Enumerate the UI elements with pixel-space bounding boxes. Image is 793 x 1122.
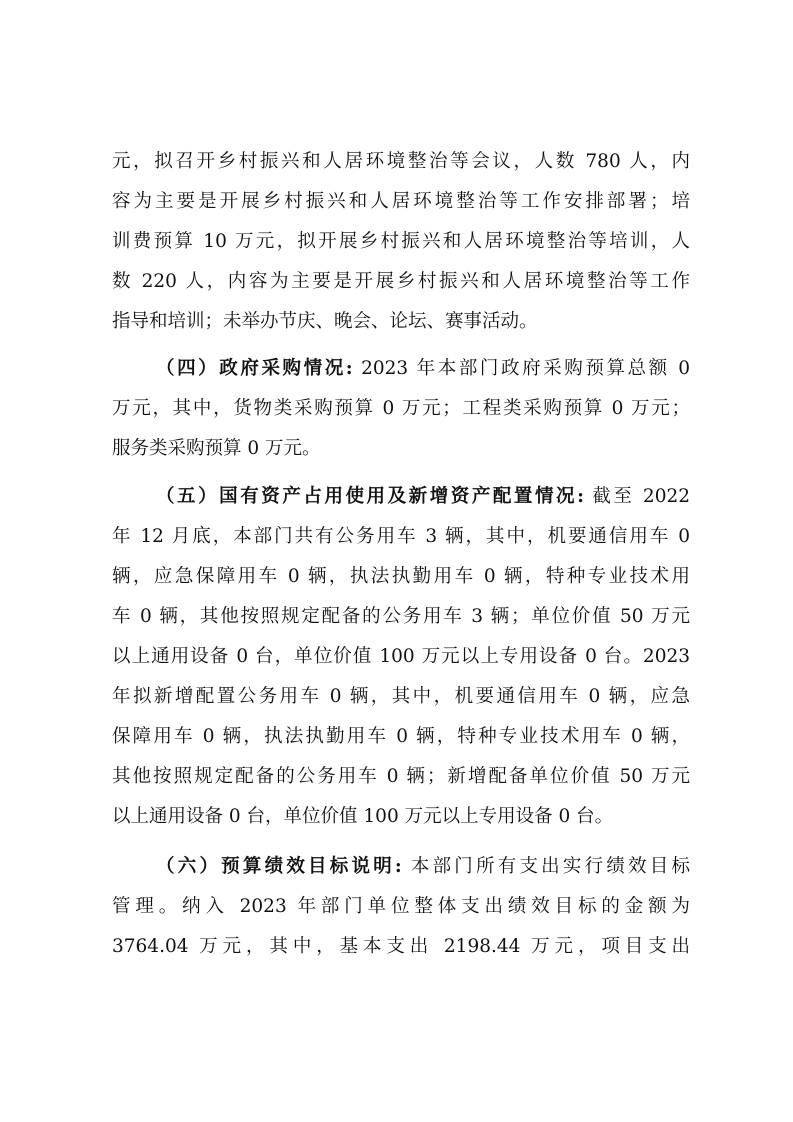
text-line: 其他按照规定配备的公务用车 0 辆；新增配备单位价值 50 万元 <box>112 766 690 787</box>
text-line: 辆，应急保障用车 0 辆，执法执勤用车 0 辆，特种专业技术用 <box>112 566 690 587</box>
section-heading-performance: （六）预算绩效目标说明: <box>156 856 402 877</box>
text-line: 以上通用设备 0 台，单位价值 100 万元以上专用设备 0 台。 <box>112 806 614 827</box>
section-heading-procurement: （四）政府采购情况: <box>156 358 353 379</box>
text-line: 训费预算 10 万元，拟开展乡村振兴和人居环境整治等培训，人 <box>112 231 690 252</box>
text-line: 年拟新增配置公务用车 0 辆，其中，机要通信用车 0 辆，应急 <box>112 686 690 707</box>
text-line: 保障用车 0 辆，执法执勤用车 0 辆，特种专业技术用车 0 辆， <box>112 726 690 747</box>
paragraph-state-assets <box>112 477 690 837</box>
paragraph-performance-targets <box>112 847 690 967</box>
text-segment: 本部门所有支出实行绩效目标 <box>401 856 690 877</box>
text-line: 车 0 辆，其他按照规定配备的公务用车 3 辆；单位价值 50 万元 <box>112 606 690 627</box>
paragraph-government-procurement <box>112 349 690 469</box>
section-heading-assets: （五）国有资产占用使用及新增资产配置情况: <box>156 486 584 507</box>
text-line <box>112 477 690 517</box>
text-line: 容为主要是开展乡村振兴和人居环境整治等工作安排部署；培 <box>112 191 690 212</box>
text-segment: 2023 年本部门政府采购预算总额 0 <box>352 358 690 379</box>
text-line <box>112 349 690 389</box>
paragraph-meeting-training <box>112 142 690 342</box>
text-line: 管理。纳入 2023 年部门单位整体支出绩效目标的金额为 <box>112 896 690 917</box>
text-line: 指导和培训；未举办节庆、晚会、论坛、赛事活动。 <box>112 311 538 332</box>
text-segment: 截至 2022 <box>583 486 690 507</box>
text-line: 服务类采购预算 0 万元。 <box>112 438 321 459</box>
text-line: 元，拟召开乡村振兴和人居环境整治等会议，人数 780 人，内 <box>112 151 690 172</box>
text-line: 3764.04 万元，其中，基本支出 2198.44 万元，项目支出 <box>112 936 690 957</box>
text-line: 以上通用设备 0 台，单位价值 100 万元以上专用设备 0 台。2023 <box>112 646 690 667</box>
text-line <box>112 847 690 887</box>
text-line: 万元，其中，货物类采购预算 0 万元；工程类采购预算 0 万元； <box>112 398 690 419</box>
text-line: 年 12 月底，本部门共有公务用车 3 辆，其中，机要通信用车 0 <box>112 526 690 547</box>
text-line: 数 220 人，内容为主要是开展乡村振兴和人居环境整治等工作 <box>112 271 690 292</box>
